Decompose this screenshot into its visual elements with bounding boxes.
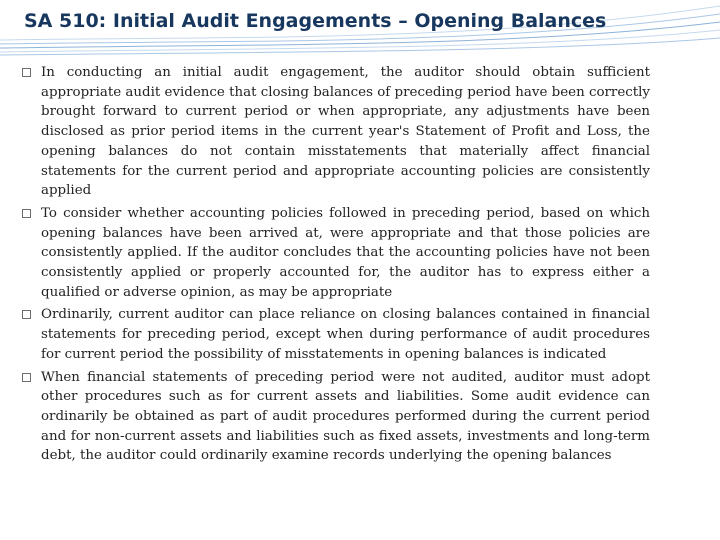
bullet-item bbox=[22, 368, 650, 467]
bullet-text: When financial statements of preceding period were not audited, auditor must adopt other procedures such as for current assets and liabilities. Some audit evidence can ordinarily be obtained as part of audit procedures performed during the current period and for non-current assets and liabilities such as fixed assets, investments and long-term debt, the auditor could ordinarily examine records underlying the opening balances bbox=[41, 369, 650, 464]
bullet-item bbox=[22, 63, 650, 201]
bullet-item bbox=[22, 204, 650, 303]
square-bullet-icon bbox=[22, 68, 31, 77]
bullet-text: Ordinarily, current auditor can place reliance on closing balances contained in financial statements for preceding period, except when during performance of audit procedures for current period the possibility of misstatements in opening balances is indicated bbox=[41, 307, 650, 362]
bullet-text: To consider whether accounting policies followed in preceding period, based on which opening balances have been arrived at, were appropriate and that those policies are consistently applied. If the auditor concludes that the accounting policies have not been consistently applied or properly accounted for, the auditor has to express either a qualified or adverse opinion, as may be appropriate bbox=[41, 205, 650, 300]
slide-title: SA 510: Initial Audit Engagements – Opening Balances bbox=[24, 10, 607, 32]
bullet-text: In conducting an initial audit engagement, the auditor should obtain sufficient appropriate audit evidence that closing balances of preceding period have been correctly brought forward to current period or when appropriate, any adjustments have been disclosed as prior period items in the current year's Statement of Profit and Loss, the opening balances do not contain misstatements that materially affect financial statements for the current period and appropriate accounting policies are consistently applied bbox=[41, 65, 650, 199]
square-bullet-icon bbox=[22, 209, 31, 218]
bullet-list bbox=[22, 63, 650, 469]
square-bullet-icon bbox=[22, 310, 31, 319]
square-bullet-icon bbox=[22, 373, 31, 382]
bullet-item bbox=[22, 305, 650, 364]
